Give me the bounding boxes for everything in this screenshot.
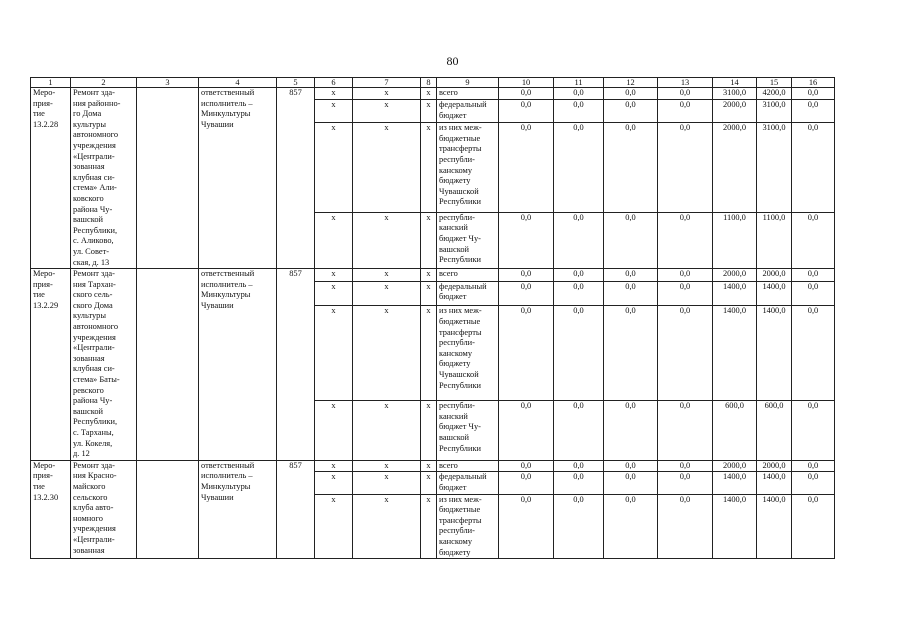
amount-c13: 0,0	[658, 401, 713, 461]
amount-c15: 3100,0	[757, 100, 792, 123]
col6-mark: x	[315, 472, 353, 494]
page-number: 80	[446, 54, 459, 68]
col7-mark: x	[353, 212, 421, 268]
amount-c16: 0,0	[792, 401, 835, 461]
amount-c15: 1400,0	[757, 494, 792, 559]
col6-mark: x	[315, 460, 353, 472]
amount-c15: 2000,0	[757, 460, 792, 472]
event-description: Ремонт зда- ния Красно- майского сельского клуба авто- номного учреждения «Централи- зованная	[71, 460, 137, 558]
col8-mark: x	[421, 401, 437, 461]
col6-mark: x	[315, 88, 353, 100]
col3-cell	[137, 460, 199, 558]
funding-source: республи- канский бюджет Чу- вашской Республики	[437, 401, 499, 461]
amount-c14: 2000,0	[713, 460, 757, 472]
amount-c10: 0,0	[499, 472, 554, 494]
amount-c16: 0,0	[792, 123, 835, 213]
amount-c12: 0,0	[604, 472, 658, 494]
amount-c10: 0,0	[499, 269, 554, 282]
event-description: Ремонт зда- ния Тархан- ского сель- ского Дома культуры автономного учреждения «Централи- зованная клубная си- стема» Баты- ревского района Чу- вашской Республики, с. Тарханы, ул. Кокеля, д. 12	[71, 269, 137, 461]
column-number-row	[31, 78, 835, 88]
amount-c13: 0,0	[658, 281, 713, 306]
column-number-12: 12	[604, 78, 658, 88]
amount-c12: 0,0	[604, 281, 658, 306]
amount-c11: 0,0	[554, 401, 604, 461]
amount-c13: 0,0	[658, 460, 713, 472]
funding-source: из них меж- бюджетные трансферты республи- канскому бюджету Чувашской Республики	[437, 123, 499, 213]
amount-c10: 0,0	[499, 88, 554, 100]
amount-c11: 0,0	[554, 460, 604, 472]
col8-mark: x	[421, 269, 437, 282]
col8-mark: x	[421, 460, 437, 472]
column-number-13: 13	[658, 78, 713, 88]
event-number: Меро- прия- тие 13.2.30	[31, 460, 71, 558]
col8-mark: x	[421, 494, 437, 559]
amount-c12: 0,0	[604, 123, 658, 213]
amount-c13: 0,0	[658, 472, 713, 494]
amount-c13: 0,0	[658, 212, 713, 268]
amount-c10: 0,0	[499, 494, 554, 559]
funding-source: республи- канский бюджет Чу- вашской Республики	[437, 212, 499, 268]
amount-c14: 2000,0	[713, 100, 757, 123]
amount-c10: 0,0	[499, 123, 554, 213]
amount-c14: 2000,0	[713, 269, 757, 282]
col7-mark: x	[353, 472, 421, 494]
funding-source: из них меж- бюджетные трансферты республи- канскому бюджету	[437, 494, 499, 559]
executor: ответственный исполнитель – Минкультуры Чувашии	[199, 88, 277, 269]
amount-c15: 4200,0	[757, 88, 792, 100]
col7-mark: x	[353, 123, 421, 213]
table-body	[31, 88, 835, 559]
amount-c15: 1100,0	[757, 212, 792, 268]
amount-c10: 0,0	[499, 460, 554, 472]
col7-mark: x	[353, 494, 421, 559]
col6-mark: x	[315, 123, 353, 213]
amount-c16: 0,0	[792, 269, 835, 282]
amount-c11: 0,0	[554, 269, 604, 282]
col3-cell	[137, 269, 199, 461]
col7-mark: x	[353, 269, 421, 282]
col6-mark: x	[315, 494, 353, 559]
col8-mark: x	[421, 472, 437, 494]
amount-c16: 0,0	[792, 494, 835, 559]
column-number-16: 16	[792, 78, 835, 88]
amount-c11: 0,0	[554, 306, 604, 401]
col6-mark: x	[315, 401, 353, 461]
col8-mark: x	[421, 281, 437, 306]
column-number-7: 7	[353, 78, 421, 88]
amount-c16: 0,0	[792, 88, 835, 100]
funding-source: из них меж- бюджетные трансферты республи- канскому бюджету Чувашской Республики	[437, 306, 499, 401]
budget-code: 857	[277, 269, 315, 461]
amount-c15: 1400,0	[757, 281, 792, 306]
amount-c13: 0,0	[658, 306, 713, 401]
column-number-9: 9	[437, 78, 499, 88]
event-number: Меро- прия- тие 13.2.28	[31, 88, 71, 269]
funding-source: всего	[437, 269, 499, 282]
budget-code: 857	[277, 88, 315, 269]
amount-c16: 0,0	[792, 100, 835, 123]
amount-c12: 0,0	[604, 269, 658, 282]
column-number-6: 6	[315, 78, 353, 88]
event-number: Меро- прия- тие 13.2.29	[31, 269, 71, 461]
amount-c15: 3100,0	[757, 123, 792, 213]
amount-c14: 3100,0	[713, 88, 757, 100]
amount-c12: 0,0	[604, 306, 658, 401]
funding-source: всего	[437, 460, 499, 472]
col8-mark: x	[421, 306, 437, 401]
funding-source: федеральный бюджет	[437, 472, 499, 494]
amount-c14: 2000,0	[713, 123, 757, 213]
amount-c13: 0,0	[658, 123, 713, 213]
amount-c16: 0,0	[792, 472, 835, 494]
amount-c11: 0,0	[554, 123, 604, 213]
amount-c12: 0,0	[604, 460, 658, 472]
col7-mark: x	[353, 460, 421, 472]
amount-c12: 0,0	[604, 88, 658, 100]
amount-c12: 0,0	[604, 100, 658, 123]
program-table	[30, 77, 835, 559]
col8-mark: x	[421, 123, 437, 213]
column-number-3: 3	[137, 78, 199, 88]
col6-mark: x	[315, 269, 353, 282]
event-description: Ремонт зда- ния районно- го Дома культуры автономного учреждения «Централи- зованная клубная си- стема» Али- ковского района Чу- вашской Республики, с. Аликово, ул. Совет- ская, д. 13	[71, 88, 137, 269]
col7-mark: x	[353, 401, 421, 461]
amount-c16: 0,0	[792, 212, 835, 268]
column-number-11: 11	[554, 78, 604, 88]
amount-c11: 0,0	[554, 494, 604, 559]
amount-c12: 0,0	[604, 494, 658, 559]
column-number-8: 8	[421, 78, 437, 88]
amount-c10: 0,0	[499, 100, 554, 123]
table-row	[31, 269, 835, 282]
col7-mark: x	[353, 88, 421, 100]
funding-source: всего	[437, 88, 499, 100]
column-number-5: 5	[277, 78, 315, 88]
amount-c14: 1100,0	[713, 212, 757, 268]
col6-mark: x	[315, 100, 353, 123]
amount-c14: 1400,0	[713, 281, 757, 306]
amount-c13: 0,0	[658, 88, 713, 100]
col7-mark: x	[353, 281, 421, 306]
amount-c15: 600,0	[757, 401, 792, 461]
amount-c11: 0,0	[554, 212, 604, 268]
col6-mark: x	[315, 212, 353, 268]
amount-c11: 0,0	[554, 88, 604, 100]
executor: ответственный исполнитель – Минкультуры Чувашии	[199, 460, 277, 558]
col6-mark: x	[315, 281, 353, 306]
amount-c12: 0,0	[604, 401, 658, 461]
column-number-14: 14	[713, 78, 757, 88]
amount-c10: 0,0	[499, 401, 554, 461]
column-number-2: 2	[71, 78, 137, 88]
budget-code: 857	[277, 460, 315, 558]
executor: ответственный исполнитель – Минкультуры Чувашии	[199, 269, 277, 461]
amount-c14: 600,0	[713, 401, 757, 461]
amount-c16: 0,0	[792, 460, 835, 472]
col8-mark: x	[421, 100, 437, 123]
amount-c13: 0,0	[658, 100, 713, 123]
column-number-1: 1	[31, 78, 71, 88]
amount-c10: 0,0	[499, 306, 554, 401]
amount-c11: 0,0	[554, 281, 604, 306]
amount-c16: 0,0	[792, 306, 835, 401]
amount-c11: 0,0	[554, 472, 604, 494]
amount-c13: 0,0	[658, 494, 713, 559]
col7-mark: x	[353, 306, 421, 401]
col8-mark: x	[421, 88, 437, 100]
col8-mark: x	[421, 212, 437, 268]
amount-c10: 0,0	[499, 281, 554, 306]
amount-c15: 2000,0	[757, 269, 792, 282]
amount-c13: 0,0	[658, 269, 713, 282]
col6-mark: x	[315, 306, 353, 401]
amount-c15: 1400,0	[757, 472, 792, 494]
amount-c14: 1400,0	[713, 494, 757, 559]
funding-source: федеральный бюджет	[437, 281, 499, 306]
col3-cell	[137, 88, 199, 269]
column-number-15: 15	[757, 78, 792, 88]
amount-c14: 1400,0	[713, 306, 757, 401]
amount-c16: 0,0	[792, 281, 835, 306]
col7-mark: x	[353, 100, 421, 123]
column-number-10: 10	[499, 78, 554, 88]
amount-c10: 0,0	[499, 212, 554, 268]
funding-source: федеральный бюджет	[437, 100, 499, 123]
column-number-4: 4	[199, 78, 277, 88]
table-row	[31, 88, 835, 100]
amount-c15: 1400,0	[757, 306, 792, 401]
amount-c14: 1400,0	[713, 472, 757, 494]
amount-c12: 0,0	[604, 212, 658, 268]
table-row	[31, 460, 835, 472]
amount-c11: 0,0	[554, 100, 604, 123]
